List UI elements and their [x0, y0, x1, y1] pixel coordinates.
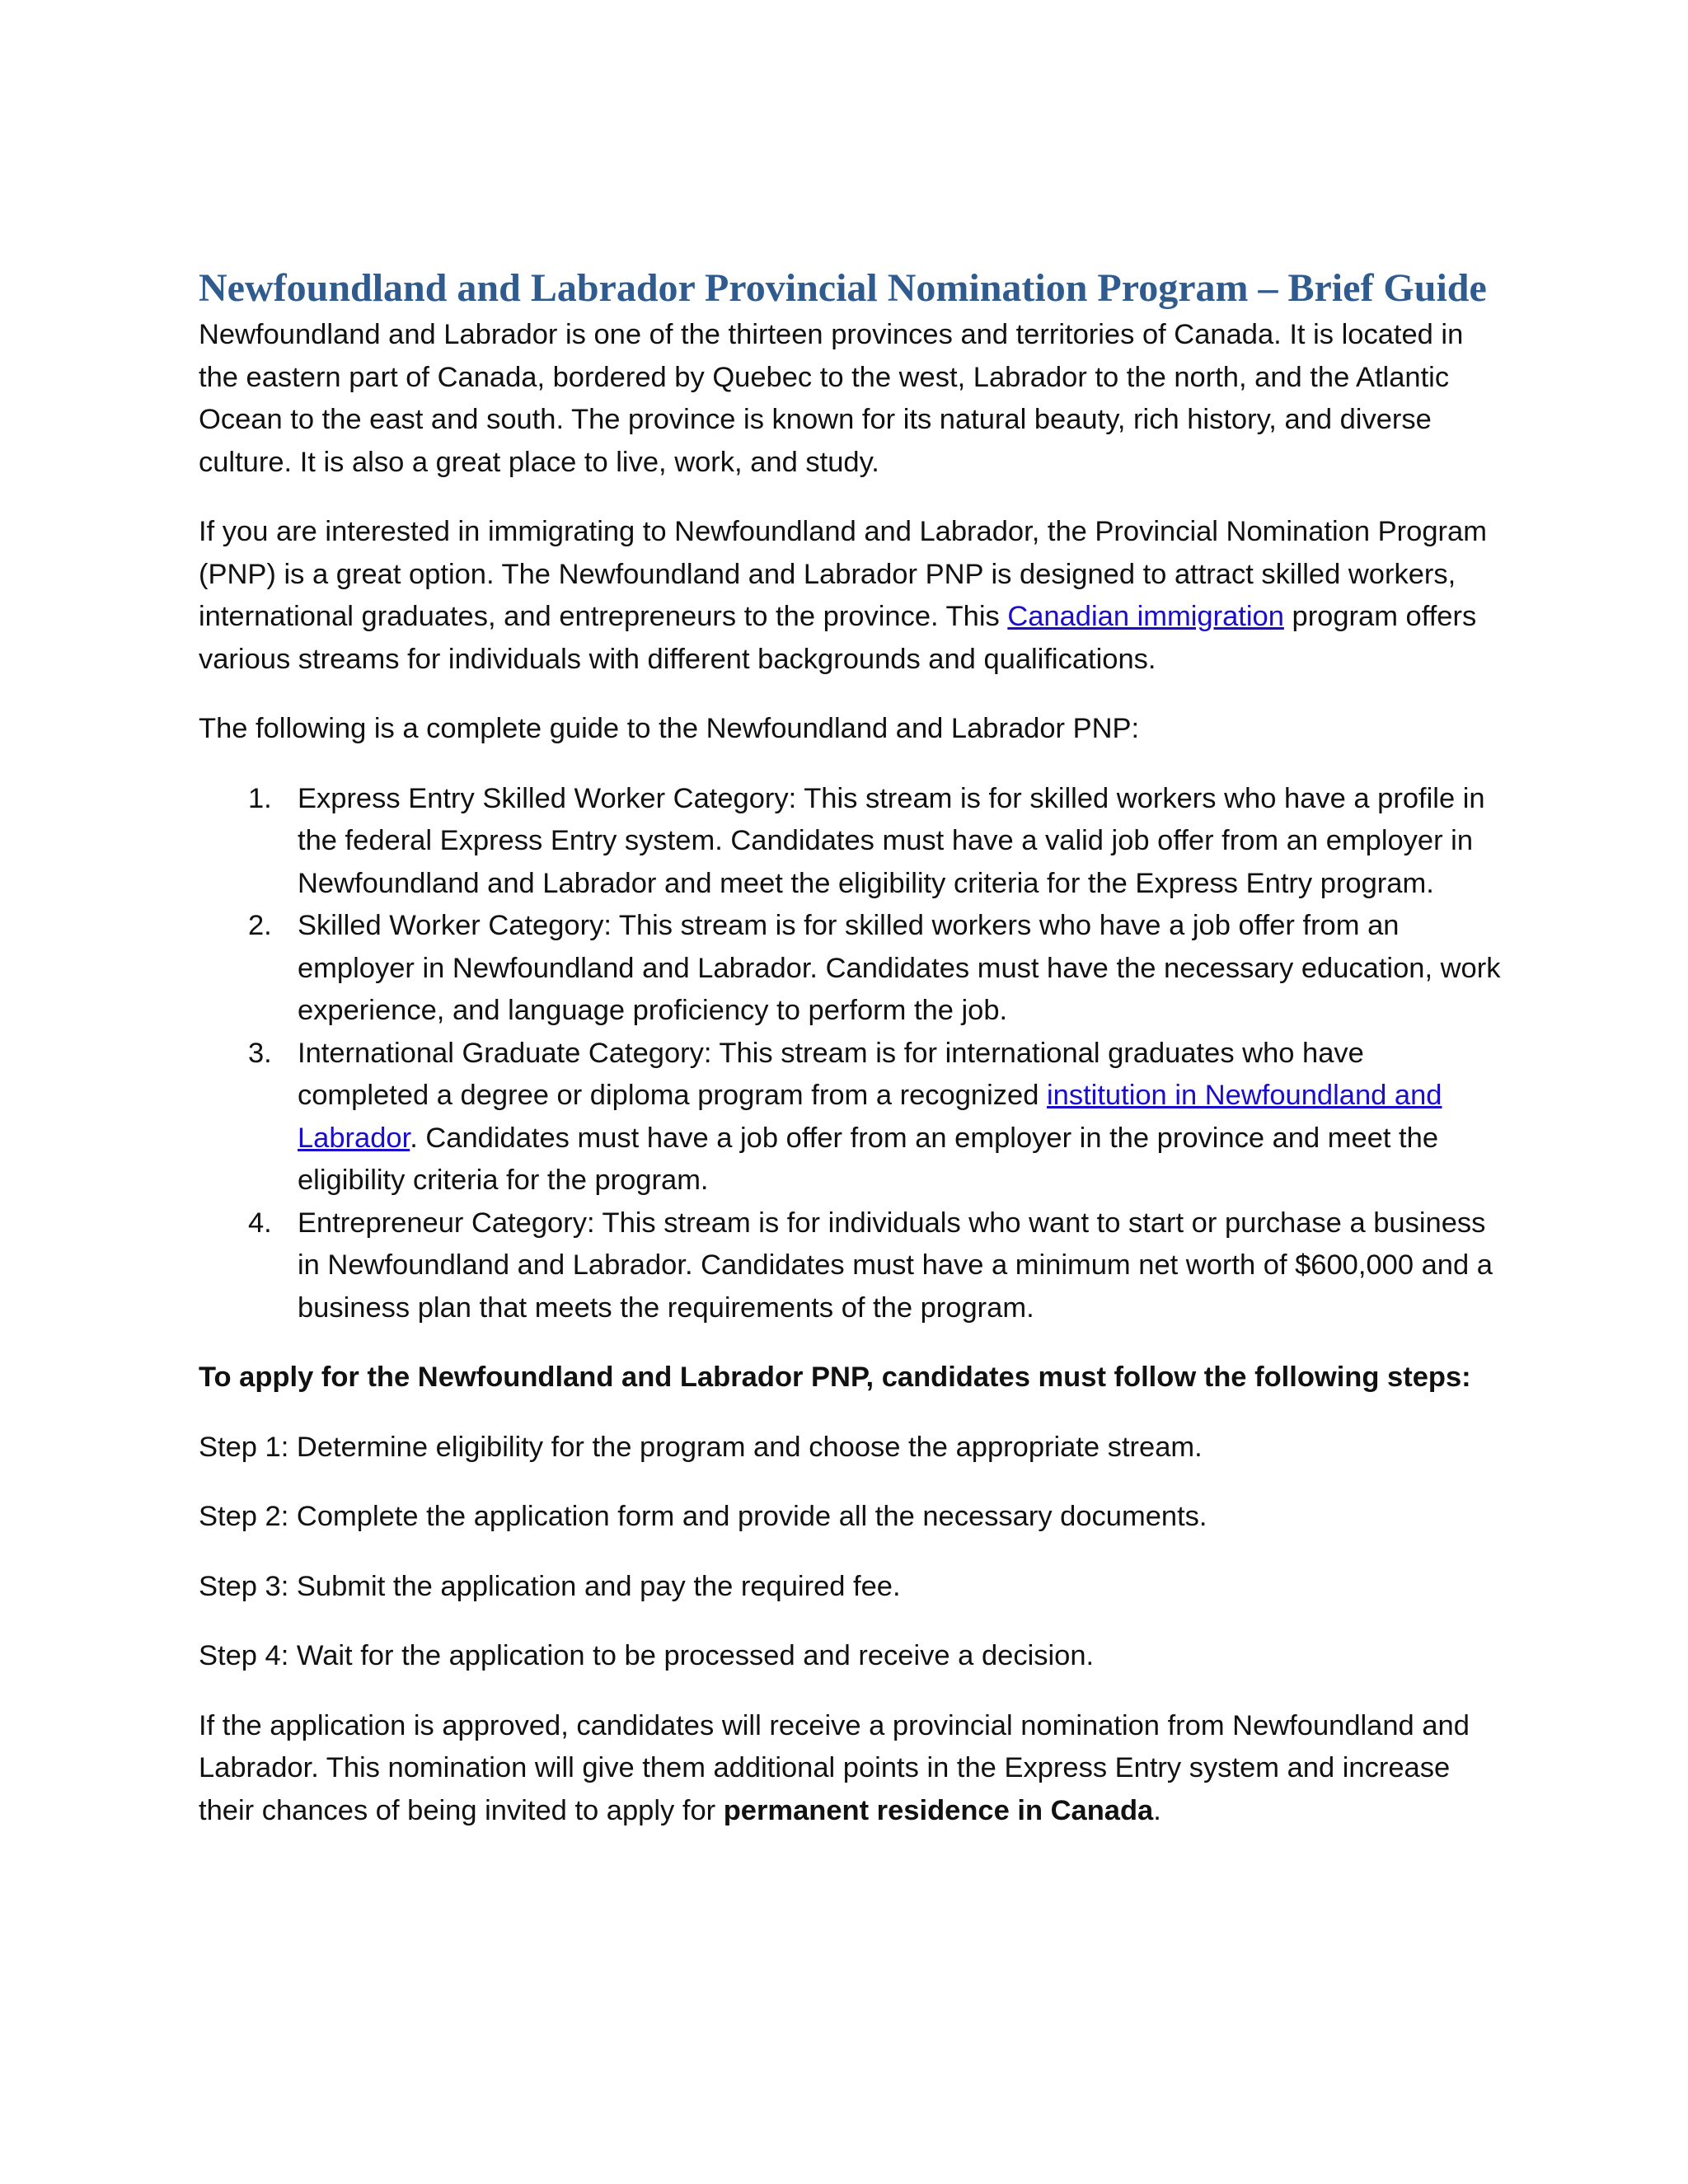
canadian-immigration-link[interactable]: Canadian immigration	[1007, 601, 1284, 632]
institution-link[interactable]: institution in Newfoundland and Labrador	[298, 1080, 1442, 1154]
closing-text: If the application is approved, candidates will receive a provincial nomination from Newfoundland and Labrador. This nomination will give them additional points in the Express Entry system and increase their chances of being invited to apply for	[199, 1709, 1470, 1826]
list-item-text-before-link: International Graduate Category: This stream is for international graduates who have completed a degree or diploma program from a recognized	[298, 1037, 1364, 1111]
intro-paragraph: Newfoundland and Labrador is one of the thirteen provinces and territories of Canada. It is located in the eastern part of Canada, bordered by Quebec to the west, Labrador to the north, and the Atlantic Ocean to the east and south. The province is known for its natural beauty, rich history, and diverse culture. It is also a great place to live, work, and study.	[199, 319, 1464, 478]
list-item-number: 3.	[248, 1037, 272, 1069]
permanent-residence-text: permanent residence in Canada	[723, 1794, 1154, 1826]
category-list	[199, 778, 1501, 1330]
closing-paragraph	[199, 1705, 1501, 1833]
step-4: Step 4: Wait for the application to be processed and receive a decision.	[199, 1640, 1095, 1671]
step-3: Step 3: Submit the application and pay the required fee.	[199, 1570, 901, 1602]
closing-period: .	[1153, 1794, 1161, 1826]
step-2: Step 2: Complete the application form and provide all the necessary documents.	[199, 1501, 1207, 1532]
page-title: Newfoundland and Labrador Provincial Nomination Program – Brief Guide	[199, 266, 1487, 310]
list-item-text-after-link: . Candidates must have a job offer from an employer in the province and meet the eligibility criteria for the program.	[298, 1122, 1439, 1196]
list-item-text: Entrepreneur Category: This stream is for individuals who want to start or purchase a business in Newfoundland and Labrador. Candidates must have a minimum net worth of $600,000 and a business plan that meets the requirements of the program.	[298, 1207, 1493, 1324]
pnp-text-after-link: program offers various streams for individuals with different backgrounds and qualifications.	[199, 601, 1477, 675]
list-item-text: Express Entry Skilled Worker Category: This stream is for skilled workers who have a profile in the federal Express Entry system. Candidates must have a valid job offer from an employer in Newfoundland and Labrador and meet the eligibility criteria for the Express Entry program.	[298, 782, 1485, 899]
list-item	[199, 778, 1501, 906]
list-item	[199, 905, 1501, 1033]
guide-intro: The following is a complete guide to the Newfoundland and Labrador PNP:	[199, 713, 1140, 744]
list-item-number: 4.	[248, 1207, 272, 1239]
list-item-text	[298, 1038, 1442, 1197]
pnp-paragraph	[199, 511, 1501, 681]
document-page	[199, 262, 1501, 1859]
list-item-number: 2.	[248, 910, 272, 941]
steps-heading: To apply for the Newfoundland and Labrador PNP, candidates must follow the following steps:	[199, 1361, 1471, 1393]
step-1: Step 1: Determine eligibility for the program and choose the appropriate stream.	[199, 1431, 1203, 1463]
list-item	[199, 1202, 1501, 1330]
list-item-number: 1.	[248, 782, 272, 814]
list-item-text: Skilled Worker Category: This stream is for skilled workers who have a job offer from an employer in Newfoundland and Labrador. Candidates must have the necessary education, work experience, and language proficiency to perform the job.	[298, 910, 1501, 1026]
pnp-text-before-link: If you are interested in immigrating to Newfoundland and Labrador, the Provincial Nomination Program (PNP) is a great option. The Newfoundland and Labrador PNP is designed to attract skilled workers, international graduates, and entrepreneurs to the province. This	[199, 516, 1487, 632]
list-item	[199, 1033, 1501, 1202]
